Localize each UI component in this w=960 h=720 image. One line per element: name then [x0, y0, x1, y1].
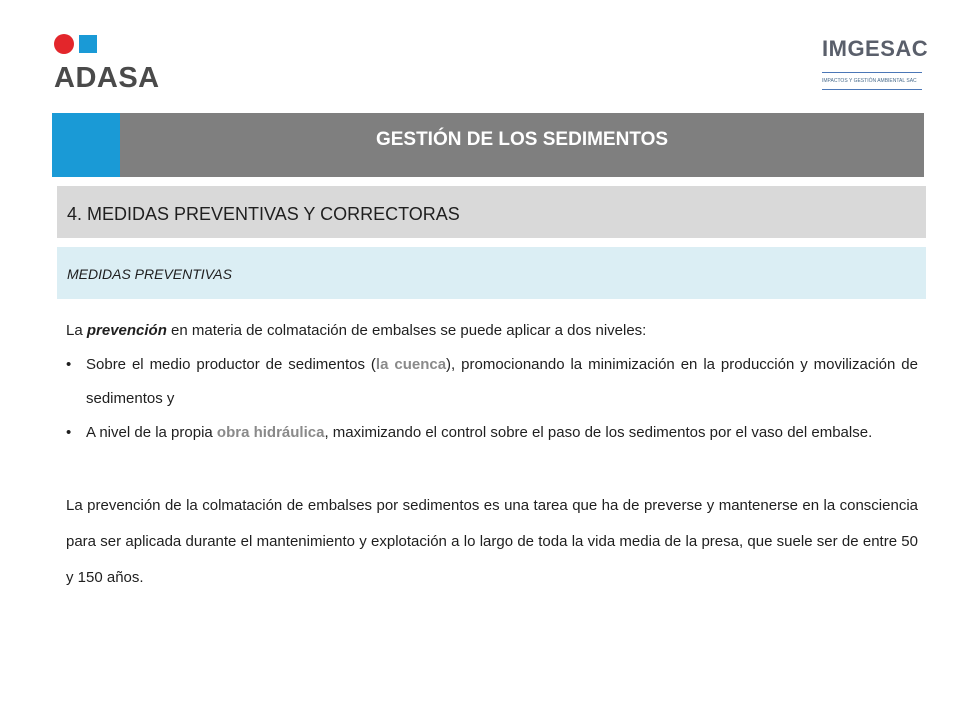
bullet-item — [66, 348, 918, 416]
bullet-item — [66, 416, 918, 450]
bullet-text-start: Sobre el medio productor de sedimentos ( — [86, 356, 376, 373]
logo-divider-top — [822, 72, 922, 73]
section-title: 4. MEDIDAS PREVENTIVAS Y CORRECTORAS — [67, 204, 460, 224]
section-header — [57, 186, 926, 238]
page-title: GESTIÓN DE LOS SEDIMENTOS — [375, 129, 669, 150]
bullet-text-start: A nivel de la propia — [86, 424, 217, 441]
intro-emphasis: prevención — [86, 322, 167, 339]
intro-paragraph — [66, 314, 918, 348]
imgesac-logo — [820, 36, 930, 96]
adasa-logo-text: ADASA — [54, 62, 160, 94]
bullet-highlight: obra hidráulica — [216, 424, 325, 441]
bullet-text-end: , maximizando el control sobre el paso de los sedimentos por el vaso del embalse. — [324, 424, 873, 441]
imgesac-logo-text: IMGESAC — [822, 36, 929, 61]
adasa-logo — [54, 34, 174, 94]
title-accent-block — [52, 113, 120, 177]
title-banner — [52, 113, 924, 177]
bullet-text-end: ), promocionando la minimización en la producción y movilización de sedimentos y — [86, 356, 918, 407]
bullet-highlight: la cuenca — [375, 356, 447, 373]
subsection-title: MEDIDAS PREVENTIVAS — [67, 266, 232, 282]
bullet-list — [66, 348, 918, 450]
imgesac-tagline: IMPACTOS Y GESTIÓN AMBIENTAL SAC — [822, 78, 917, 84]
intro-text-end: en materia de colmatación de embalses se puede aplicar a dos niveles: — [166, 322, 647, 339]
blue-square-icon — [79, 35, 97, 53]
logo-divider-bottom — [822, 89, 922, 90]
subsection-header — [57, 247, 926, 299]
slide-body — [66, 314, 918, 596]
closing-paragraph: La prevención de la colmatación de embalses por sedimentos es una tarea que ha de preverse y mantenerse en la consciencia para ser aplicada durante el mantenimiento y explotación a lo largo de toda la vida media de la presa, que suele ser de entre 50 y 150 años. — [66, 497, 918, 586]
intro-text-start: La — [66, 322, 87, 339]
red-circle-icon — [54, 34, 74, 54]
